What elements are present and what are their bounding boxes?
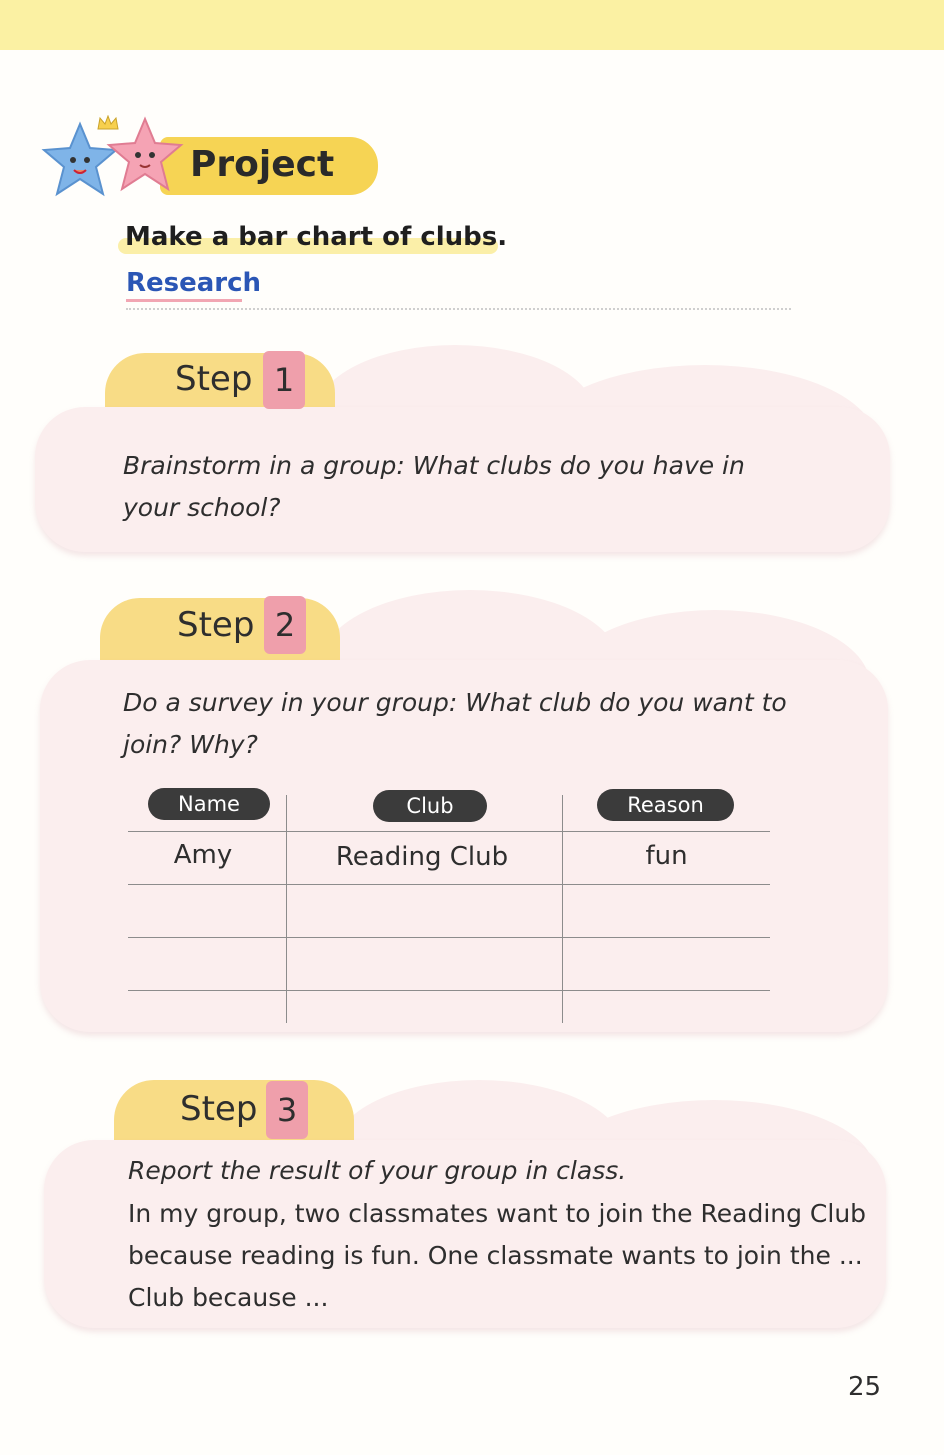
table-header-club: Club xyxy=(373,790,487,822)
table-column-divider xyxy=(562,795,563,1023)
research-underline xyxy=(126,299,242,302)
step-1-cloud xyxy=(35,345,895,560)
table-column-divider xyxy=(286,795,287,1023)
step-2-number: 2 xyxy=(264,596,306,654)
step-3-text: In my group, two classmates want to join the Reading Club because reading is fun. One classmate wants to join the ... Club because ... xyxy=(128,1199,867,1312)
table-cell: Amy xyxy=(173,840,233,870)
step-2-cloud xyxy=(40,590,890,1040)
step-2-label: Step xyxy=(177,605,255,645)
table-header-name: Name xyxy=(148,788,270,820)
table-rule xyxy=(128,884,770,885)
step-1-label: Step xyxy=(175,359,253,399)
project-label: Project xyxy=(190,144,335,185)
top-color-band xyxy=(0,0,944,50)
page-subtitle: Make a bar chart of clubs. xyxy=(125,222,508,252)
research-heading: Research xyxy=(126,268,262,298)
step-3-label: Step xyxy=(180,1089,258,1129)
table-header-reason: Reason xyxy=(597,789,734,821)
step-3-cloud xyxy=(44,1075,889,1335)
dotted-divider xyxy=(126,308,791,310)
page-number: 25 xyxy=(848,1372,882,1402)
table-cell: Reading Club xyxy=(335,842,509,872)
step-1-number: 1 xyxy=(263,351,305,409)
table-rule xyxy=(128,831,770,832)
project-pill xyxy=(160,137,378,195)
step-3-italic-text: Report the result of your group in class. xyxy=(128,1156,627,1185)
step-2-text: Do a survey in your group: What club do you want to join? Why? xyxy=(123,688,787,759)
step-3-number: 3 xyxy=(266,1081,308,1139)
crown-icon xyxy=(96,115,120,131)
table-rule xyxy=(128,990,770,991)
table-rule xyxy=(128,937,770,938)
project-banner xyxy=(40,115,340,205)
step-1-text: Brainstorm in a group: What clubs do you have in your school? xyxy=(123,451,745,522)
table-cell: fun xyxy=(645,841,688,871)
